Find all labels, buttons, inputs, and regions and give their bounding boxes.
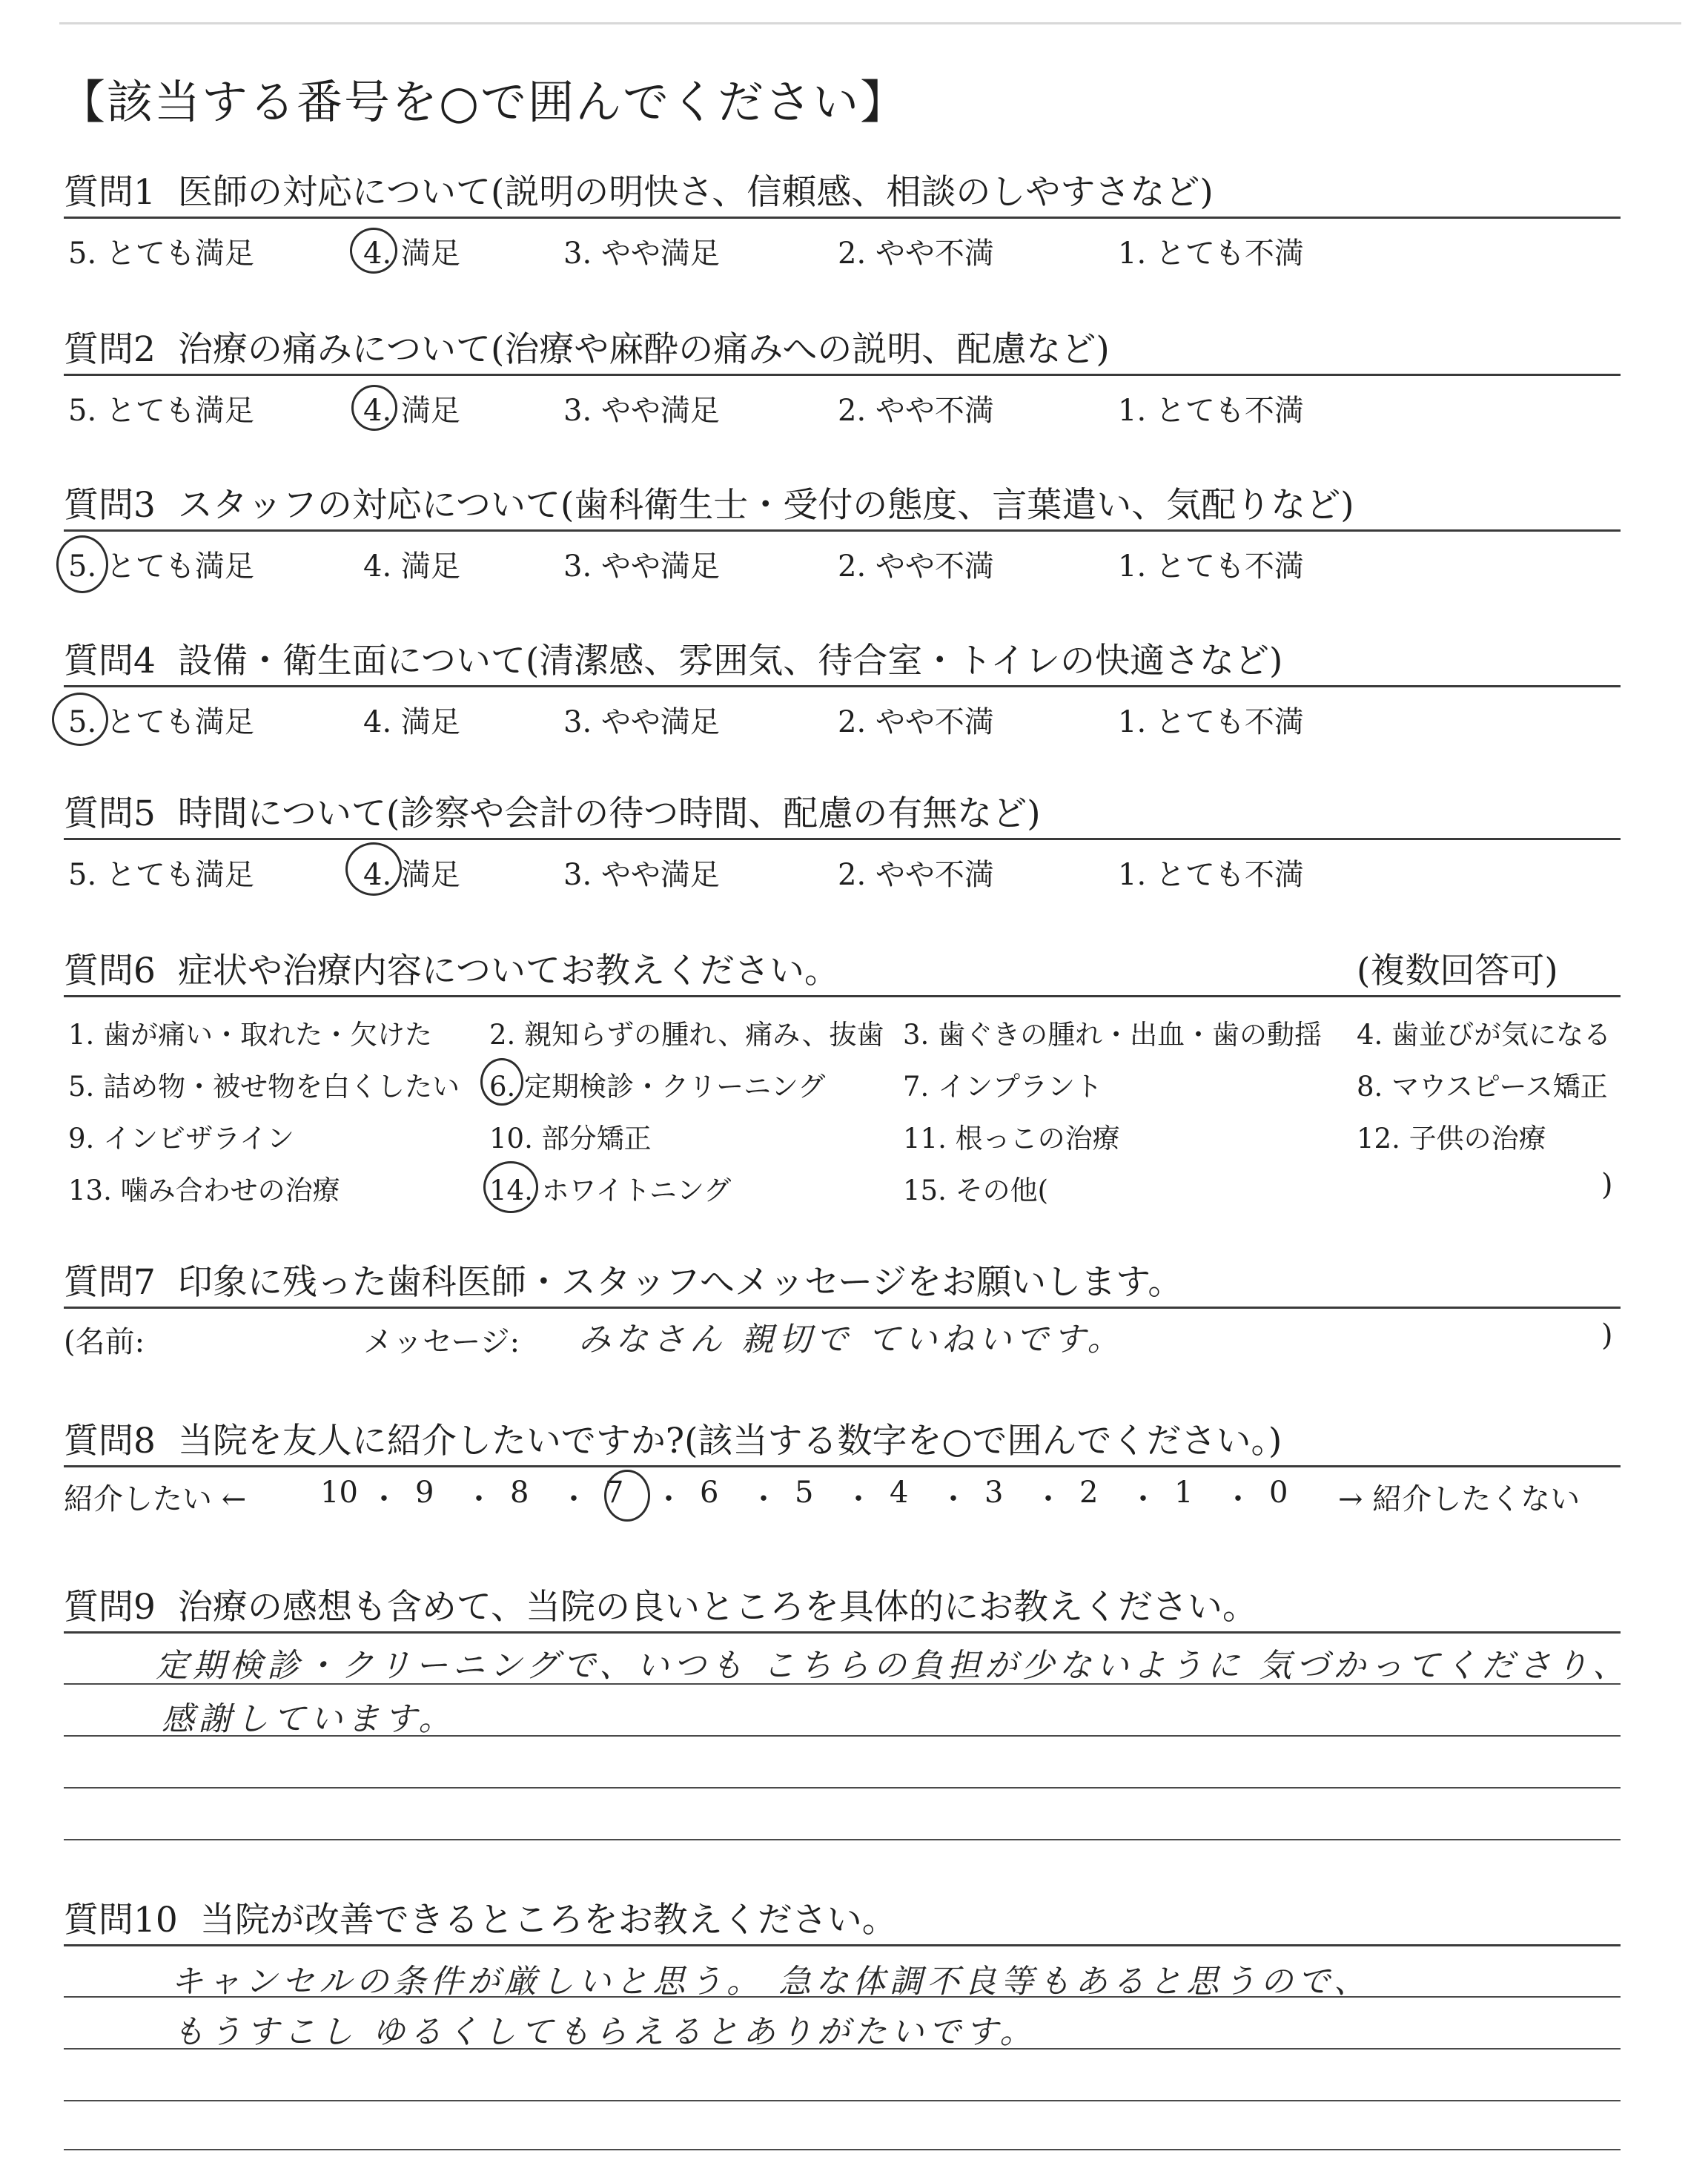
q10-answer-handwritten-2: もうすこし ゆるくしてもらえるとありがたいです。 — [172, 2013, 1037, 2051]
q3-selected-circle — [56, 535, 108, 593]
q4-option-4[interactable]: 4. 満足 — [363, 705, 460, 739]
q9-answer-line-5 — [64, 1839, 1621, 1840]
q8-selected-circle — [604, 1470, 650, 1522]
q7-rule — [64, 1307, 1621, 1309]
q6-rule — [64, 995, 1621, 997]
q9-answer-handwritten-2: 感謝しています。 — [162, 1700, 456, 1738]
q8-number: 質問8 — [64, 1421, 156, 1462]
q5-option-1[interactable]: 1. とても不満 — [1118, 858, 1304, 892]
q6-item-14[interactable]: 14. ホワイトニング — [489, 1175, 732, 1206]
q3-number: 質問3 — [64, 485, 156, 526]
q1-rule — [64, 217, 1621, 219]
q6-item-11[interactable]: 11. 根っこの治療 — [903, 1123, 1120, 1155]
q3-title — [64, 478, 1354, 527]
q1-option-3[interactable]: 3. やや満足 — [563, 237, 720, 271]
q4-option-1[interactable]: 1. とても不満 — [1118, 705, 1304, 739]
q6-item-4[interactable]: 4. 歯並びが気になる — [1357, 1019, 1612, 1051]
q6-item-15[interactable]: 15. その他( — [903, 1175, 1049, 1206]
q8-scale-1[interactable]: 1 — [1174, 1476, 1194, 1510]
q8-scale-7[interactable]: 7 — [605, 1476, 624, 1510]
q9-text: 治療の感想も含めて、当院の良いところを具体的にお教えください。 — [177, 1587, 1257, 1628]
q8-scale-separator: ・ — [559, 1482, 589, 1516]
page-top-edge — [59, 22, 1681, 24]
q3-option-1[interactable]: 1. とても不満 — [1118, 549, 1304, 584]
q8-scale-9[interactable]: 9 — [415, 1476, 434, 1510]
q10-answer-line-5 — [64, 2149, 1621, 2150]
q5-option-4[interactable]: 4. 満足 — [363, 858, 460, 892]
q7-message-handwritten: みなさん 親切で ていねいです。 — [578, 1321, 1125, 1358]
q3-option-5[interactable]: 5. とても満足 — [68, 549, 254, 584]
q6-multiple-answers-note: (複数回答可) — [1357, 951, 1558, 991]
q8-scale-8[interactable]: 8 — [510, 1476, 529, 1510]
q8-scale-separator: ・ — [654, 1482, 683, 1516]
q4-title — [64, 633, 1282, 683]
q5-text: 時間について(診察や会計の待つ時間、配慮の有無など) — [177, 793, 1041, 834]
q6-item-2[interactable]: 2. 親知らずの腫れ、痛み、抜歯 — [489, 1019, 884, 1051]
q4-option-5[interactable]: 5. とても満足 — [68, 705, 254, 739]
form-heading: 【該当する番号を○で囲んでください】 — [59, 75, 908, 129]
q7-message-label: メッセージ: — [363, 1325, 520, 1359]
q3-option-2[interactable]: 2. やや不満 — [838, 549, 994, 584]
q7-text: 印象に残った歯科医師・スタッフへメッセージをお願いします。 — [177, 1262, 1183, 1303]
q7-number: 質問7 — [64, 1262, 156, 1303]
q6-item-5[interactable]: 5. 詰め物・被せ物を白くしたい — [68, 1071, 460, 1103]
q8-scale-2[interactable]: 2 — [1079, 1476, 1099, 1510]
q9-number: 質問9 — [64, 1587, 156, 1628]
q6-item-7[interactable]: 7. インプラント — [903, 1071, 1103, 1103]
q9-answer-handwritten-1: 定期検診・クリーニングで、いつも こちらの負担が少ないように 気づかってくださり、 — [156, 1647, 1630, 1685]
q2-option-1[interactable]: 1. とても不満 — [1118, 394, 1304, 428]
q5-rule — [64, 838, 1621, 840]
q2-selected-circle — [351, 385, 397, 431]
q8-left-label: 紹介したい ← — [64, 1482, 247, 1516]
q5-number: 質問5 — [64, 793, 156, 834]
q8-scale-4[interactable]: 4 — [890, 1476, 909, 1510]
q8-rule — [64, 1465, 1621, 1467]
q4-selected-circle — [52, 693, 108, 746]
q5-option-3[interactable]: 3. やや満足 — [563, 858, 720, 892]
q10-answer-line-4 — [64, 2100, 1621, 2101]
q6-other-close-paren: ) — [1601, 1168, 1613, 1202]
q8-scale-separator: ・ — [1128, 1482, 1158, 1516]
q2-option-4[interactable]: 4. 満足 — [363, 394, 460, 428]
q6-item-9[interactable]: 9. インビザライン — [68, 1123, 294, 1155]
q4-rule — [64, 685, 1621, 687]
q2-number: 質問2 — [64, 329, 156, 370]
q6-selected-circle-6 — [480, 1058, 523, 1106]
q5-option-5[interactable]: 5. とても満足 — [68, 858, 254, 892]
q5-option-2[interactable]: 2. やや不満 — [838, 858, 994, 892]
q4-option-2[interactable]: 2. やや不満 — [838, 705, 994, 739]
q6-item-8[interactable]: 8. マウスピース矯正 — [1357, 1071, 1608, 1103]
q8-scale-separator: ・ — [749, 1482, 778, 1516]
q10-number: 質問10 — [64, 1900, 178, 1941]
q8-scale-separator: ・ — [939, 1482, 968, 1516]
q6-item-12[interactable]: 12. 子供の治療 — [1357, 1123, 1546, 1155]
q2-title — [64, 322, 1110, 371]
q7-name-label: (名前: — [64, 1325, 145, 1359]
q6-title — [64, 943, 839, 993]
q10-text: 当院が改善できるところをお教えください。 — [199, 1900, 897, 1941]
q8-scale-5[interactable]: 5 — [795, 1476, 814, 1510]
q10-title — [64, 1892, 897, 1942]
q8-scale-10[interactable]: 10 — [320, 1476, 358, 1510]
q1-number: 質問1 — [64, 172, 156, 213]
q7-title — [64, 1255, 1182, 1304]
q6-number: 質問6 — [64, 951, 156, 991]
q9-rule — [64, 1631, 1621, 1634]
q8-scale-6[interactable]: 6 — [700, 1476, 719, 1510]
q6-item-3[interactable]: 3. 歯ぐきの腫れ・出血・歯の動揺 — [903, 1019, 1323, 1051]
q1-option-5[interactable]: 5. とても満足 — [68, 237, 254, 271]
q4-option-3[interactable]: 3. やや満足 — [563, 705, 720, 739]
q1-option-4[interactable]: 4. 満足 — [363, 237, 460, 271]
q9-answer-line-4 — [64, 1787, 1621, 1789]
q1-option-2[interactable]: 2. やや不満 — [838, 237, 994, 271]
q8-scale-separator: ・ — [464, 1482, 494, 1516]
q2-option-2[interactable]: 2. やや不満 — [838, 394, 994, 428]
q6-selected-circle-14 — [483, 1161, 538, 1213]
q3-option-4[interactable]: 4. 満足 — [363, 549, 460, 584]
q4-text: 設備・衛生面について(清潔感、雰囲気、待合室・トイレの快適さなど) — [177, 641, 1283, 681]
q5-title — [64, 786, 1041, 836]
q2-text: 治療の痛みについて(治療や麻酔の痛みへの説明、配慮など) — [177, 329, 1110, 370]
q2-option-3[interactable]: 3. やや満足 — [563, 394, 720, 428]
q1-option-1[interactable]: 1. とても不満 — [1118, 237, 1304, 271]
q4-number: 質問4 — [64, 641, 156, 681]
q10-answer-handwritten-1: キャンセルの条件が厳しいと思う。 急な体調不良等もあると思うので、 — [171, 1963, 1371, 2001]
q8-scale-3[interactable]: 3 — [984, 1476, 1004, 1510]
q3-text: スタッフの対応について(歯科衛生士・受付の態度、言葉遣い、気配りなど) — [177, 485, 1354, 526]
q9-title — [64, 1579, 1257, 1629]
q8-scale-separator: ・ — [1223, 1482, 1253, 1516]
q6-item-13[interactable]: 13. 噛み合わせの治療 — [68, 1175, 340, 1206]
q6-item-6[interactable]: 6. 定期検診・クリーニング — [489, 1071, 826, 1103]
q6-item-10[interactable]: 10. 部分矯正 — [489, 1123, 652, 1155]
q2-option-5[interactable]: 5. とても満足 — [68, 394, 254, 428]
q8-right-label: → 紹介したくない — [1338, 1482, 1580, 1516]
q8-scale-separator: ・ — [1033, 1482, 1063, 1516]
q3-option-3[interactable]: 3. やや満足 — [563, 549, 720, 584]
q5-selected-circle — [345, 842, 402, 896]
q1-title — [64, 165, 1214, 214]
q8-scale-separator: ・ — [369, 1482, 399, 1516]
q3-rule — [64, 529, 1621, 532]
q6-item-1[interactable]: 1. 歯が痛い・取れた・欠けた — [68, 1019, 433, 1051]
q2-rule — [64, 374, 1621, 376]
q8-scale-0[interactable]: 0 — [1269, 1476, 1288, 1510]
q1-selected-circle — [350, 228, 397, 274]
q10-rule — [64, 1944, 1621, 1946]
q1-text: 医師の対応について(説明の明快さ、信頼感、相談のしやすさなど) — [177, 172, 1214, 213]
q8-text: 当院を友人に紹介したいですか?(該当する数字を○で囲んでください。) — [177, 1421, 1282, 1462]
q8-scale-separator: ・ — [844, 1482, 873, 1516]
q6-text: 症状や治療内容についてお教えください。 — [177, 951, 839, 991]
q7-close-paren: ) — [1601, 1318, 1613, 1353]
q8-title — [64, 1413, 1282, 1463]
